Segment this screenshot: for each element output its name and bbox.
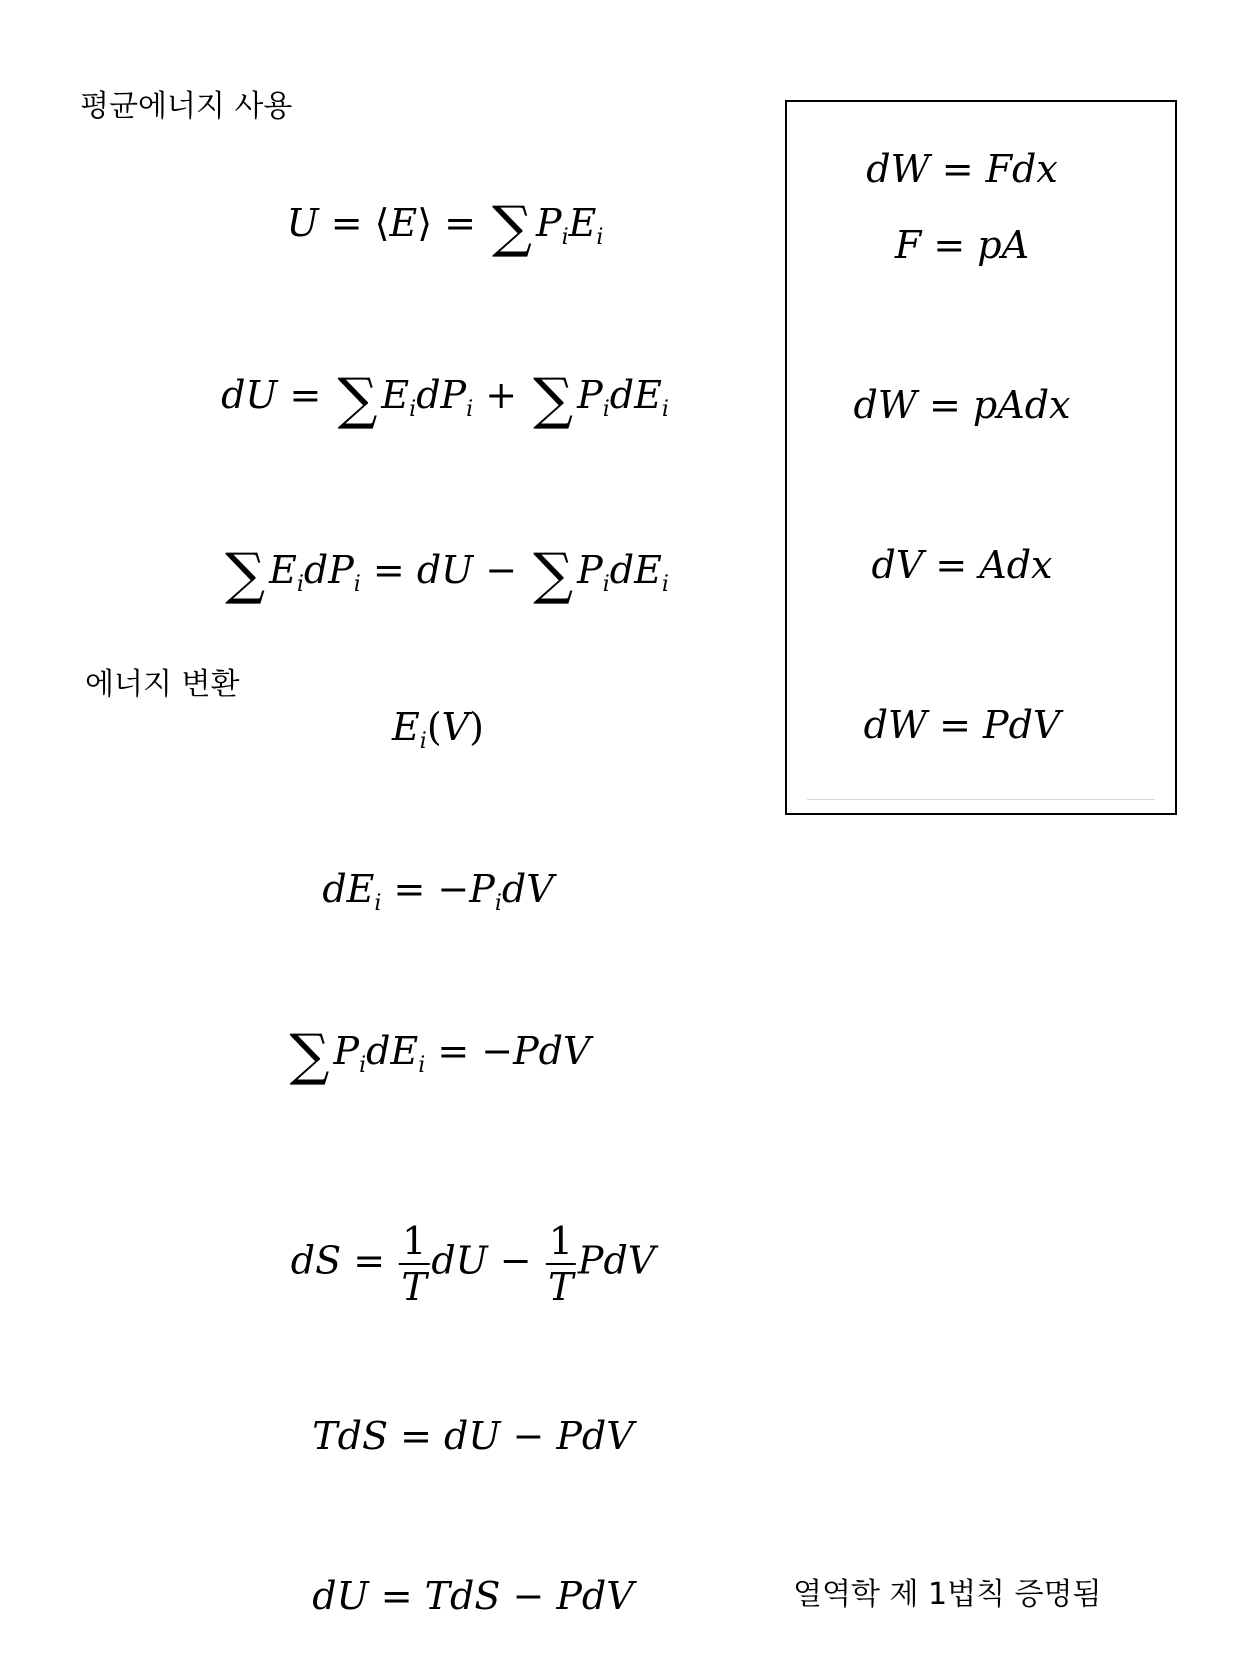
box-equation-volume: dV = Adx [871,543,1053,587]
fraction-one-over-t: $\frac{1}{T}$ [399,1222,429,1306]
equation-entropy: dS = $\frac{1}{T}$ dU − $\frac{1}{T}$ PdV [290,1219,656,1309]
divider-line [807,799,1155,800]
sum-symbol: ∑ [337,367,378,432]
label-energy-transform: 에너지 변환 [85,667,240,702]
sum-symbol: ∑ [533,367,574,432]
equation-dei: $dE_i = -P_idV$ [322,867,554,916]
sum-symbol: ∑ [492,195,532,260]
fraction-one-over-t: $\frac{1}{T}$ [546,1222,576,1306]
box-equation-work-padx: dW = pAdx [853,383,1071,427]
equation-average-energy: U = ⟨E⟩ = ∑ $P_iE_i$ [286,195,604,260]
sum-symbol: ∑ [225,542,266,607]
label-conclusion: 열역학 제 1법칙 증명됨 [793,1577,1102,1612]
equation-heat-term: ∑ $E_idP_i$ = dU − ∑ $P_idE_i$ [221,547,669,603]
box-equation-work-force: dW = Fdx [866,147,1058,191]
equation-tds: TdS = dU − PdV [312,1414,634,1458]
equation-work-term: ∑ $P_idE_i = -PdV$ [286,1028,591,1084]
box-equation-work-pdv: dW = PdV [863,703,1061,747]
sum-symbol: ∑ [289,1023,330,1088]
box-equation-force-pressure: F = pA [894,223,1030,267]
equation-energy-of-volume: $E_i(V)$ [392,705,484,754]
equation-first-law: dU = TdS − PdV [312,1574,634,1618]
label-average-energy: 평균에너지 사용 [80,89,293,124]
sum-symbol: ∑ [533,542,574,607]
equation-du-differential: dU = ∑ $E_idP_i$ + ∑ $P_idE_i$ [221,367,669,432]
